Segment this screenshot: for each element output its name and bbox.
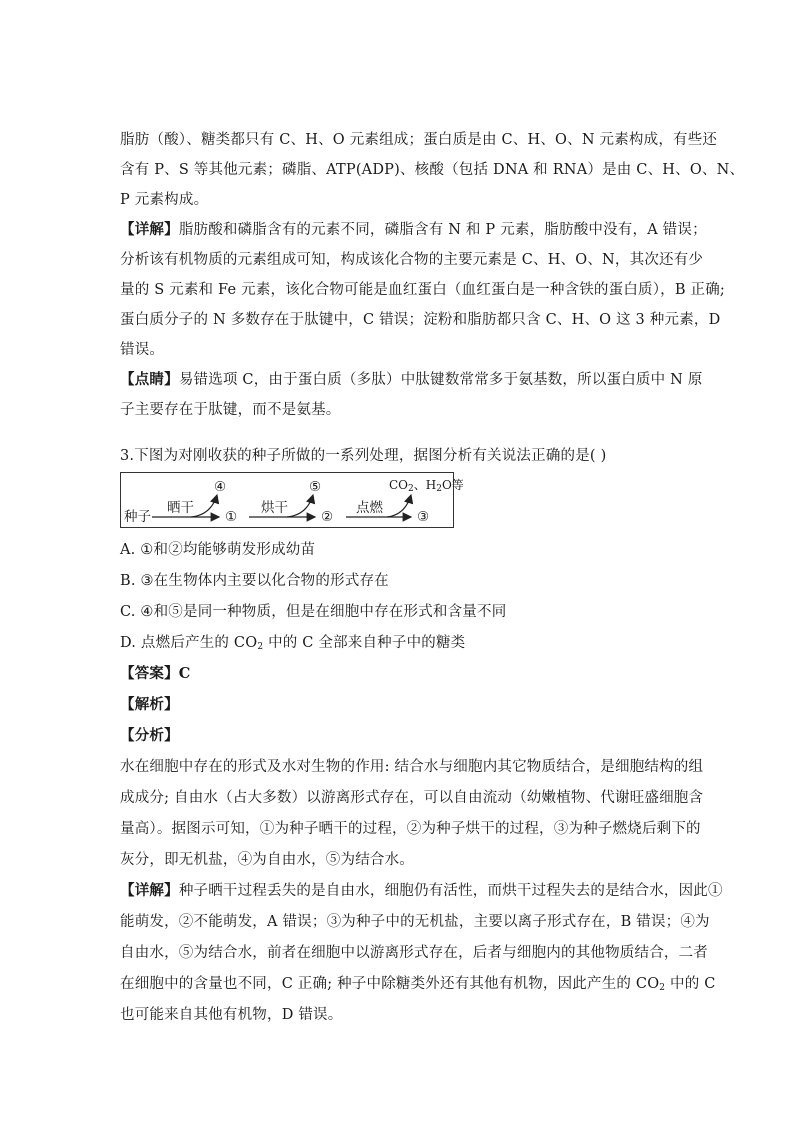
q3-detail-line-3: 自由水，⑤为结合水，前者在细胞中以游离形式存在，后者与细胞内的其他物质结合，二者 [120,945,708,961]
analysis-tag: 【解析】 [120,696,179,713]
q3-detail-line-4-suffix: 中的 C [665,976,716,992]
answer: 【答案】C [120,665,191,682]
q3-detail-line-2: 能萌发，②不能萌发，A 错误；③为种子中的无机盐，主要以离子形式存在，B 错误；④为 [120,914,710,930]
co2-text: CO [389,478,409,492]
tip-text: 易错选项 C，由于蛋白质（多肽）中肽键数常常多于氨基数，所以蛋白质中 N 原 [178,372,703,388]
q3-detail-line-4-text: 在细胞中的含量也不同，C 正确; 种子中除糖类外还有其他有机物，因此产生的 CO [120,976,660,992]
q2-tip-line-1 [120,370,703,390]
branch-arrow-4 [191,495,217,517]
detail-tag: 【详解】 [120,221,179,238]
branch-arrow-co2 [387,495,411,517]
q2-detail-line-5: 错误。 [120,342,165,358]
step-bake-label: 烘干 [261,500,288,516]
q3-detail-tag: 【详解】 [120,882,179,899]
q3-detail-text: 种子晒干过程丢失的是自由水，细胞仍有活性，而烘干过程失去的是结合水，因此① [178,883,723,899]
seed-process-diagram [120,472,464,528]
node-4: ④ [214,479,227,495]
fenxi-line-1: 水在细胞中存在的形式及水对生物的作用: 结合水与细胞内其它物质结合，是细胞结构的组 [120,759,704,775]
q2-detail-line-2: 分析该有机物质的元素组成可知，构成该化合物的主要元素是 C、H、O、N，其次还有少 [120,252,704,268]
option-d [120,633,680,657]
branch-arrow-5 [287,495,313,517]
q2-detail-line-4: 蛋白质分子的 N 多数存在于肽键中，C 错误；淀粉和脂肪都只含 C、H、O 这 3 种元素，D [120,312,721,328]
option-b: B. ③在生物体内主要以化合物的形式存在 [120,573,389,589]
node-5: ⑤ [309,479,322,495]
q3-detail-subscript: 2 [659,983,666,993]
detail-text: 脂肪酸和磷脂含有的元素不同，磷脂含有 N 和 P 元素，脂肪酸中没有，A 错误； [178,222,707,238]
option-d-subscript: 2 [257,642,264,652]
seed-label: 种子 [124,509,151,525]
co2-h2o-label [389,477,464,497]
option-c: C. ④和⑤是同一种物质，但是在细胞中存在形式和含量不同 [120,604,507,620]
intro-line-2: 含有 P、S 等其他元素；磷脂、ATP(ADP)、核酸（包括 DNA 和 RNA）是由 C、H、O、N、 [120,162,745,178]
node-1: ① [225,509,238,525]
tip-tag: 【点睛】 [120,371,179,388]
fenxi-line-4: 灰分，即无机盐，④为自由水，⑤为结合水。 [120,852,414,868]
o-text: O等 [441,478,464,492]
q3-detail-line-4 [120,974,716,998]
h-text: 、H [413,478,437,492]
fenxi-line-2: 成成分; 自由水（占大多数）以游离形式存在，可以自由流动（幼嫩植物、代谢旺盛细胞含 [120,790,704,806]
q2-tip-line-2: 子主要存在于肽键，而不是氨基。 [120,402,341,418]
fenxi-line-3: 量高）。据图示可知，①为种子晒干的过程，②为种子烘干的过程，③为种子燃烧后剩下的 [120,821,701,837]
step-burn-label: 点燃 [356,500,383,516]
step-dry-label: 晒干 [167,500,194,516]
q3-detail-line-5: 也可能来自其他有机物，D 错误。 [120,1007,343,1023]
option-a: A. ①和②均能够萌发形成幼苗 [120,542,316,558]
q2-detail-line-1 [120,220,707,240]
option-d-prefix: D. 点燃后产生的 CO [120,635,258,651]
intro-line-3: P 元素构成。 [120,192,209,208]
q2-detail-line-3: 量的 S 元素和 Fe 元素，该化合物可能是血红蛋白（血红蛋白是一种含铁的蛋白质），B 正确; [120,282,726,298]
intro-line-1: 脂肪（酸）、糖类都只有 C、H、O 元素组成；蛋白质是由 C、H、O、N 元素构成，有些还 [120,132,718,148]
co2-subscript: 2 [408,484,414,494]
option-d-suffix: 中的 C 全部来自种子中的糖类 [263,635,466,651]
node-3: ③ [417,509,430,525]
node-2: ② [321,509,334,525]
fenxi-tag: 【分析】 [120,727,179,744]
question-3-stem: 3.下图为对刚收获的种子所做的一系列处理，据图分析有关说法正确的是( ) [120,448,607,464]
h2o-subscript: 2 [436,484,442,494]
q3-detail-line-1 [120,881,723,901]
